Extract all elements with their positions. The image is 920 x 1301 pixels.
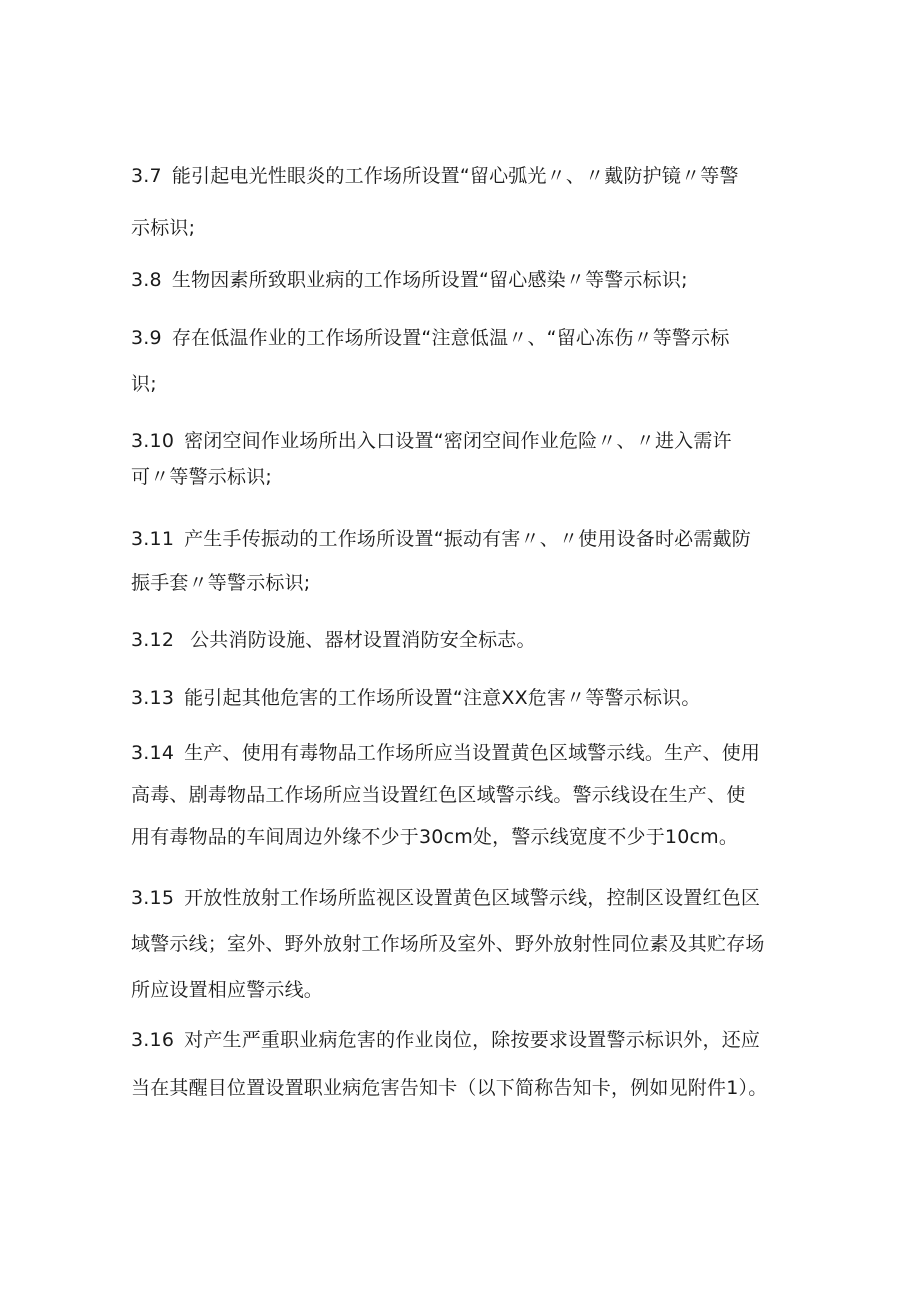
paragraph-line: 当在其醒目位置设置职业病危害告知卡（以下简称告知卡，例如见附件1）。 (131, 1077, 768, 1099)
paragraph-line (131, 622, 811, 658)
clause-text: 能引起电光性眼炎的工作场所设置“留心弧光〃、〃戴防护镜〃等警 (171, 165, 739, 187)
paragraph-3-13 (131, 680, 811, 716)
clause-number: 3.15 (131, 887, 175, 909)
paragraph-line (131, 735, 811, 771)
paragraph-3-9 (131, 320, 811, 402)
paragraph-line: 高毒、剧毒物品工作场所应当设置红色区域警示线。警示线设在生产、使 (131, 784, 746, 806)
paragraph-line (131, 158, 811, 194)
clause-number: 3.8 (131, 269, 162, 291)
clause-text: 公共消防设施、器材设置消防安全标志。 (190, 629, 536, 651)
paragraph-line (131, 423, 811, 459)
paragraph-3-15 (131, 880, 811, 1008)
clause-text: 密闭空间作业场所出入口设置“密闭空间作业危险〃、〃进入需许 (184, 430, 732, 452)
paragraph-line (131, 1022, 811, 1058)
paragraph-3-16 (131, 1022, 811, 1106)
clause-text: 存在低温作业的工作场所设置“注意低温〃、“留心冻伤〃等警示标 (171, 327, 730, 349)
clause-number: 3.12 (131, 629, 175, 651)
clause-number: 3.13 (131, 687, 175, 709)
paragraph-3-10 (131, 423, 811, 495)
clause-number: 3.14 (131, 742, 175, 764)
paragraph-line: 振手套〃等警示标识; (131, 572, 311, 594)
paragraph-line (131, 262, 811, 298)
paragraph-line (131, 320, 811, 356)
paragraph-line: 示标识; (131, 217, 196, 239)
clause-number: 3.16 (131, 1029, 175, 1051)
clause-number: 3.11 (131, 528, 175, 550)
paragraph-line: 所应设置相应警示线。 (131, 979, 324, 1001)
clause-text: 生物因素所致职业病的工作场所设置“留心感染〃等警示标识; (171, 269, 688, 291)
clause-text: 对产生严重职业病危害的作业岗位，除按要求设置警示标识外，还应 (184, 1029, 761, 1051)
paragraph-line (131, 521, 811, 557)
clause-text: 生产、使用有毒物品工作场所应当设置黄色区域警示线。生产、使用 (184, 742, 761, 764)
clause-number: 3.10 (131, 430, 175, 452)
paragraph-line (131, 680, 811, 716)
clause-number: 3.9 (131, 327, 162, 349)
paragraph-3-14 (131, 735, 811, 855)
paragraph-3-7 (131, 158, 811, 246)
clause-text: 开放性放射工作场所监视区设置黄色区域警示线，控制区设置红色区 (184, 887, 761, 909)
paragraph-line: 识; (131, 373, 157, 395)
clause-text: 产生手传振动的工作场所设置“振动有害〃、〃使用设备时必需戴防 (184, 528, 751, 550)
clause-number: 3.7 (131, 165, 162, 187)
paragraph-line: 域警示线；室外、野外放射工作场所及室外、野外放射性同位素及其贮存场 (131, 933, 765, 955)
paragraph-line: 可〃等警示标识; (131, 466, 273, 488)
clause-text: 能引起其他危害的工作场所设置“注意XX危害〃等警示标识。 (184, 687, 701, 709)
paragraph-3-12 (131, 622, 811, 658)
paragraph-3-11 (131, 521, 811, 601)
paragraph-line: 用有毒物品的车间周边外缘不少于30cm处，警示线宽度不少于10cm。 (131, 826, 739, 848)
paragraph-line (131, 880, 811, 916)
paragraph-3-8 (131, 262, 811, 298)
